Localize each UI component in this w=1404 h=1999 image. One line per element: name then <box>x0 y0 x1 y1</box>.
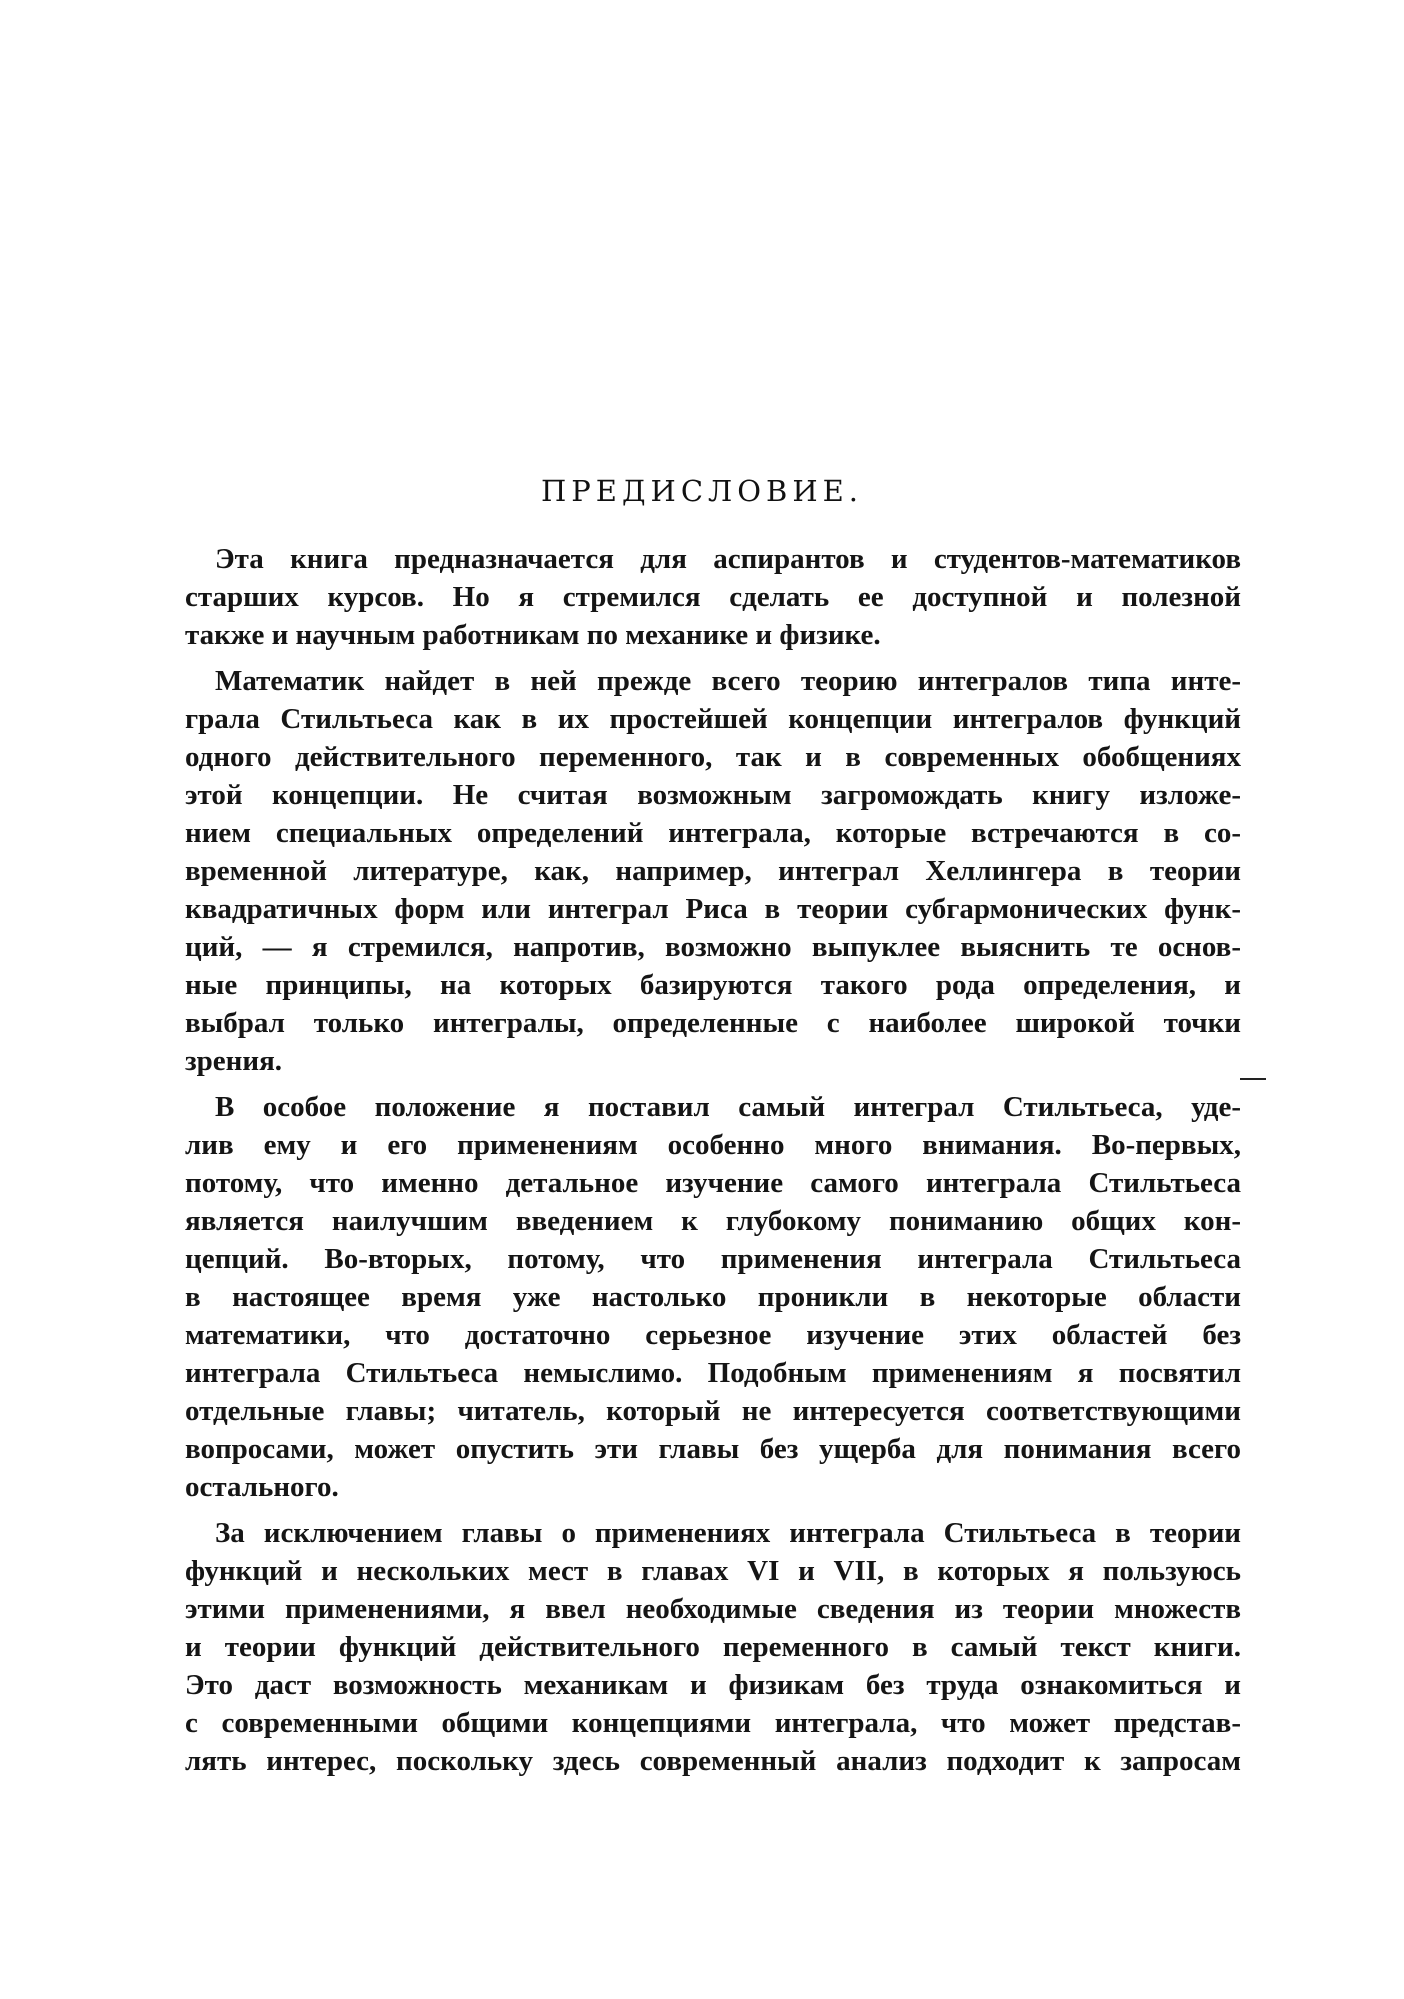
text-line: грала Стильтьеса как в их простейшей концепции интегралов функций <box>185 703 1241 735</box>
text-line: остального. <box>185 1471 339 1503</box>
text-line: математики, что достаточно серьезное изучение этих областей без <box>185 1319 1241 1351</box>
text-line: с современными общими концепциями интеграла, что может представ- <box>185 1707 1241 1739</box>
text-line: За исключением главы о применениях интеграла Стильтьеса в теории <box>215 1517 1241 1549</box>
text-line: в настоящее время уже настолько проникли в некоторые области <box>185 1281 1241 1313</box>
text-line: ные принципы, на которых базируются такого рода определения, и <box>185 969 1241 1001</box>
text-line: одного действительного переменного, так и в современных обобщениях <box>185 741 1241 773</box>
text-line: функций и нескольких мест в главах VI и VII, в которых я пользуюсь <box>185 1555 1241 1587</box>
text-line: Математик найдет в ней прежде всего теорию интегралов типа инте- <box>215 665 1241 697</box>
text-line: вопросами, может опустить эти главы без ущерба для понимания всего <box>185 1433 1241 1465</box>
text-line: лять интерес, поскольку здесь современный анализ подходит к запросам <box>185 1745 1241 1777</box>
text-line: В особое положение я поставил самый интеграл Стильтьеса, уде- <box>215 1091 1241 1123</box>
text-line: отдельные главы; читатель, который не интересуется соответствующими <box>185 1395 1241 1427</box>
text-line: Эта книга предназначается для аспирантов и студентов-математиков <box>215 543 1241 575</box>
text-line: выбрал только интегралы, определенные с наиболее широкой точки <box>185 1007 1241 1039</box>
text-line: Это даст возможность механикам и физикам без труда ознакомиться и <box>185 1669 1241 1701</box>
paragraph-4 <box>185 1514 1241 1780</box>
text-line: ций, — я стремился, напротив, возможно выпуклее выяснить те основ- <box>185 931 1241 963</box>
text-line: временной литературе, как, например, интеграл Хеллингера в теории <box>185 855 1241 887</box>
page-title: ПРЕДИСЛОВИЕ. <box>541 474 863 508</box>
text-line: нием специальных определений интеграла, которые встречаются в со- <box>185 817 1241 849</box>
text-line: цепций. Во-вторых, потому, что применения интеграла Стильтьеса <box>185 1243 1241 1275</box>
preface-body <box>185 540 1241 1788</box>
text-line: этими применениями, я ввел необходимые сведения из теории множеств <box>185 1593 1241 1625</box>
margin-dash-mark <box>1240 1078 1266 1080</box>
text-line: и теории функций действительного переменного в самый текст книги. <box>185 1631 1241 1663</box>
paragraph-3 <box>185 1088 1241 1506</box>
text-line: потому, что именно детальное изучение самого интеграла Стильтьеса <box>185 1167 1241 1199</box>
text-line: квадратичных форм или интеграл Риса в теории субгармонических функ- <box>185 893 1241 925</box>
text-line: также и научным работникам по механике и физике. <box>185 619 881 651</box>
text-line: является наилучшим введением к глубокому пониманию общих кон- <box>185 1205 1241 1237</box>
text-line: старших курсов. Но я стремился сделать ее доступной и полезной <box>185 581 1241 613</box>
text-line: зрения. <box>185 1045 283 1077</box>
text-line: лив ему и его применениям особенно много внимания. Во-первых, <box>185 1129 1241 1161</box>
paragraph-1 <box>185 540 1241 654</box>
paragraph-2 <box>185 662 1241 1080</box>
text-line: интеграла Стильтьеса немыслимо. Подобным применениям я посвятил <box>185 1357 1241 1389</box>
text-line: этой концепции. Не считая возможным загромождать книгу изложе- <box>185 779 1241 811</box>
